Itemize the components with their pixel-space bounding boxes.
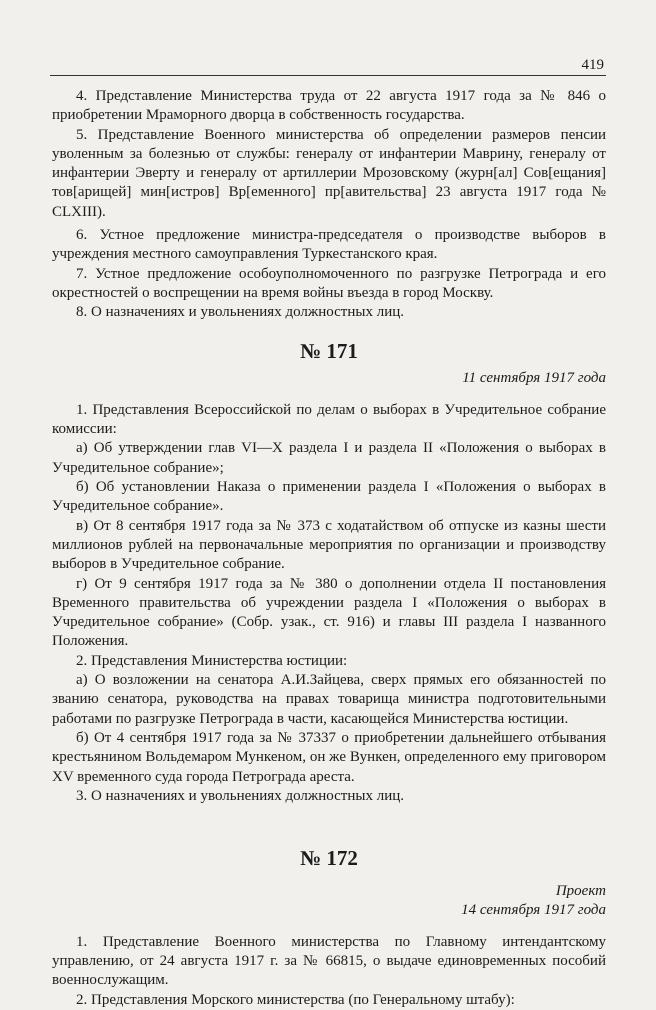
agenda-item: 4. Представление Министерства труда от 22 августа 1917 года за № 846 о приобретении Мраморного дворца в собственность государства. (52, 88, 606, 124)
agenda-item: 6. Устное предложение министра-председателя о производстве выборов в учреждения местного самоуправления Туркестанского края. (52, 227, 606, 263)
agenda-subitem: г) От 9 сентября 1917 года за № 380 о дополнении отдела II постановления Временного правительства об учреждении раздела I «Положения о выборах в Учредительное собрание» (Собр. узак., ст. 916) и главы III раздела I названного Положения. (52, 575, 606, 650)
agenda-subitem: б) От 4 сентября 1917 года за № 37337 о приобретении дальнейшего отбывания крестьянином Вольдемаром Мункеном, он же Вункен, определенного ему приговором XV временного суда города Петрограда ареста. (52, 729, 606, 785)
section-date-172: 14 сентября 1917 года (461, 902, 606, 919)
agenda-item: 2. Представления Морского министерства (по Генеральному штабу): (76, 991, 515, 1008)
agenda-subitem: в) От 8 сентября 1917 года за № 373 с ходатайством об отпуске из казны шести миллионов рублей на первоначальные мероприятия по организации и производству выборов в Учредительное собрание. (52, 517, 606, 573)
agenda-item: 1. Представления Всероссийской по делам о выборах в Учредительное собрание комиссии: (52, 401, 606, 438)
header-rule (50, 75, 606, 76)
page-number: 419 (581, 57, 604, 73)
agenda-item: 5. Представление Военного министерства об определении размеров пенсии уволенным за болезнью от службы: генералу от инфантерии Маврину, генералу от инфантерии Эверту и генералу от артиллерии Мрозовскому (журн[ал] Сов[ещания] тов[арищей] мин[истров] Вр[еменного] пр[авительства] 23 августа 1917 года № CLXIII). (52, 126, 606, 220)
draft-note: Проект (555, 883, 606, 900)
page-body (52, 87, 606, 1010)
agenda-item: 1. Представление Военного министерства по Главному интендантскому управлению, от 24 августа 1917 г. за № 66815, о выдаче единовременных пособий военнослужащим. (52, 933, 606, 989)
section-date-171: 11 сентября 1917 года (462, 369, 606, 386)
section-heading-171: № 171 (300, 338, 358, 363)
agenda-item: 2. Представления Министерства юстиции: (76, 652, 348, 669)
agenda-subitem: а) Об утверждении глав VI—X раздела I и раздела II «Положения о выборах в Учредительное собрание»; (52, 440, 606, 476)
section-heading-172: № 172 (300, 846, 358, 871)
agenda-item: 3. О назначениях и увольнениях должностных лиц. (76, 787, 405, 804)
agenda-subitem: б) Об установлении Наказа о применении раздела I «Положения о выборах в Учредительное собрание». (52, 479, 606, 515)
agenda-item: 8. О назначениях и увольнениях должностных лиц. (76, 304, 405, 321)
agenda-item: 7. Устное предложение особоуполномоченного по разгрузке Петрограда и его окрестностей о воспрещении на время войны въезда в город Москву. (52, 265, 606, 301)
agenda-subitem: а) О возложении на сенатора А.И.Зайцева, сверх прямых его обязанностей по званию сенатора, руководства на правах товарища министра подготовительными работами по разгрузке Петрограда в части, касающейся Министерства юстиции. (52, 672, 606, 727)
